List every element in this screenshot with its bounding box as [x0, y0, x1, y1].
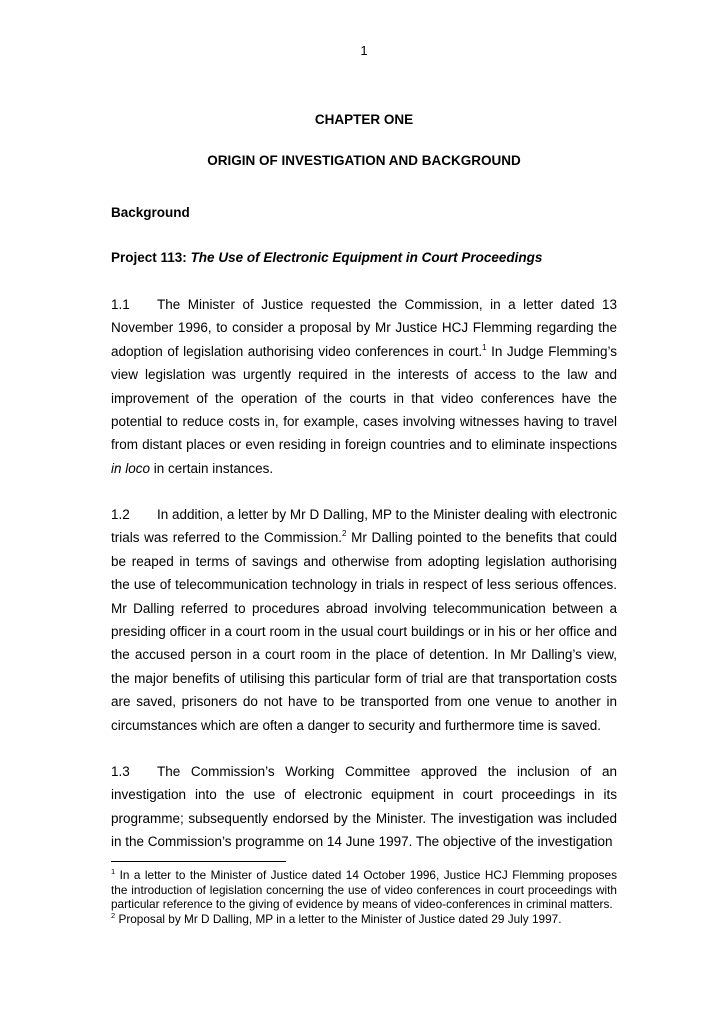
- footnote-separator: [111, 861, 286, 862]
- chapter-subtitle: ORIGIN OF INVESTIGATION AND BACKGROUND: [207, 153, 521, 168]
- paragraph-1-2: [111, 503, 617, 737]
- paragraph-text: In addition, a letter by Mr D Dalling, MP to the Minister dealing with electronic trials was referred to the Commission.: [111, 507, 617, 546]
- project-label: Project 113:: [111, 250, 187, 265]
- paragraph-number: 1.2: [111, 507, 130, 522]
- paragraph-text: in certain instances.: [150, 460, 274, 476]
- footnote-reference: 2: [342, 529, 347, 539]
- footnote-text: Proposal by Mr D Dalling, MP in a letter to the Minister of Justice dated 29 July 1997.: [115, 911, 562, 926]
- footnote-1: [111, 868, 617, 912]
- paragraph-number: 1.1: [111, 297, 130, 312]
- paragraph-1-1: [111, 293, 617, 480]
- section-heading: Background: [111, 205, 190, 220]
- chapter-title: CHAPTER ONE: [314, 112, 414, 127]
- italic-term: in loco: [111, 460, 151, 476]
- project-title: The Use of Electronic Equipment in Court Proceedings: [190, 250, 543, 265]
- paragraph-text: In Judge Flemming’s view legislation was urgently required in the interests of access to the law and improvement of the operation of the courts in that video conferences have the potential to reduce costs in, for example, cases involving witnesses having to travel from distant places or even residing in foreign countries and to eliminate inspections: [111, 343, 618, 453]
- footnote-reference: 1: [482, 342, 487, 352]
- footnote-number: 1: [111, 867, 116, 876]
- page-number: 1: [360, 43, 368, 58]
- project-heading: [111, 250, 542, 265]
- footnote-2: [111, 912, 617, 927]
- paragraph-text: The Minister of Justice requested the Commission, in a letter dated 13 November 1996, to consider a proposal by Mr Justice HCJ Flemming regarding the adoption of legislation authorising video conferences in court.: [111, 297, 617, 359]
- paragraph-1-3: [111, 760, 617, 854]
- footnote-text: In a letter to the Minister of Justice dated 14 October 1996, Justice HCJ Flemming proposes the introduction of legislation concerning the use of video conferences in court proceedings with particular reference to the giving of evidence by means of video-conferences in criminal matters.: [111, 868, 617, 912]
- paragraph-number: 1.3: [111, 764, 130, 779]
- footnotes: [111, 868, 617, 926]
- paragraph-text: Mr Dalling pointed to the benefits that could be reaped in terms of savings and otherwise from adopting legislation authorising the use of telecommunication technology in trials in respect of less serious offences. Mr Dalling referred to procedures abroad involving telecommunication between a presiding officer in a court room in the usual court buildings or in his or her office and the accused person in a court room in the place of detention. In Mr Dalling’s view, the major benefits of utilising this particular form of trial are that transportation costs are saved, prisoners do not have to be transported from one venue to another in circumstances which are often a danger to security and furthermore time is saved.: [111, 530, 617, 733]
- footnote-number: 2: [111, 910, 116, 920]
- paragraph-text: The Commission’s Working Committee approved the inclusion of an investigation into the use of electronic equipment in court proceedings in its programme; subsequently endorsed by the Minister. The investigation was included in the Commission’s programme on 14 June 1997. The objective of the investigation: [111, 764, 617, 850]
